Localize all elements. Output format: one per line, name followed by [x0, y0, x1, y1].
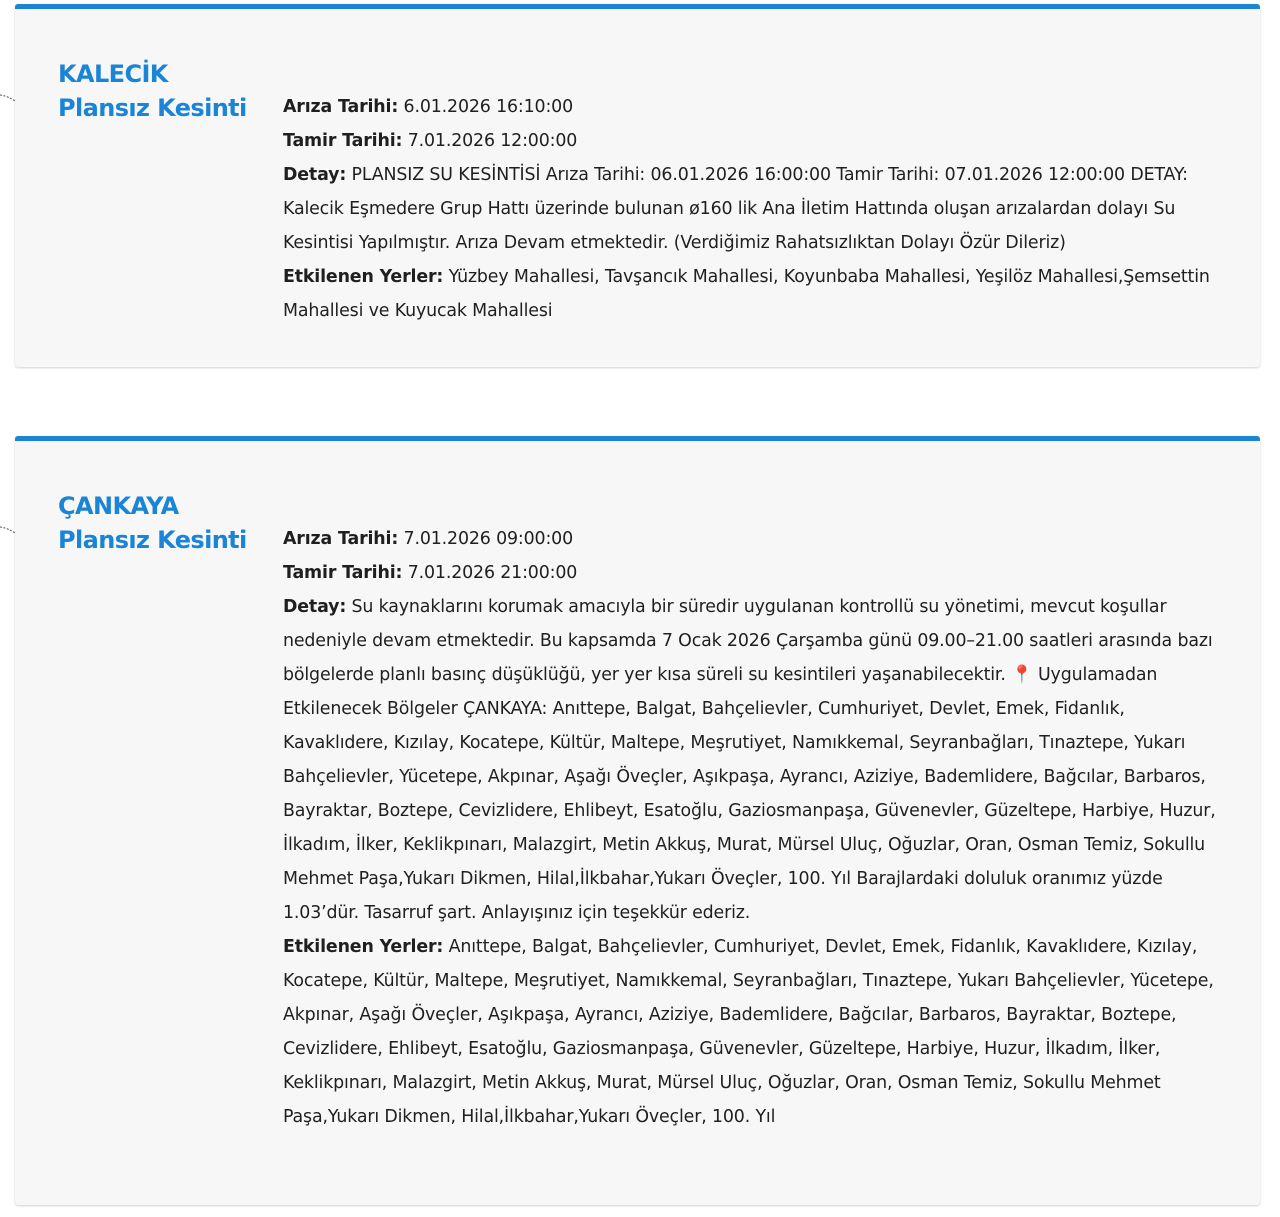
curve-mark-icon [0, 525, 16, 535]
affected-label: Etkilenen Yerler: [283, 937, 444, 957]
repair-date-value: 7.01.2026 12:00:00 [407, 131, 578, 151]
fault-date-row [283, 90, 1223, 124]
repair-date-row [283, 124, 1223, 158]
repair-date-row [283, 556, 1223, 590]
curve-mark-icon [0, 93, 16, 103]
outage-type: Plansız Kesinti [58, 526, 247, 554]
fault-date-value: 7.01.2026 09:00:00 [403, 529, 573, 549]
district-name: KALECİK [58, 60, 168, 88]
repair-date-label: Tamir Tarihi: [283, 563, 403, 583]
fault-date-label: Arıza Tarihi: [283, 529, 399, 549]
affected-row [283, 930, 1223, 1134]
detail-text: Su kaynaklarını korumak amacıyla bir süredir uygulanan kontrollü su yönetimi, mevcut koşullar nedeniyle devam etmektedir. Bu kapsamda 7 Ocak 2026 Çarşamba günü 09.00–21.00 saatleri arasında bazı bölgelerde planlı basınç düşüklüğü, yer yer kısa süreli su kesintileri yaşanabilecektir. 📍 Uygulamadan Etkilenecek Bölgeler ÇANKAYA: Anıttepe, Balgat, Bahçelievler, Cumhuriyet, Devlet, Emek, Fidanlık, Kavaklıdere, Kızılay, Kocatepe, Kültür, Maltepe, Meşrutiyet, Namıkkemal, Seyranbağları, Tınaztepe, Yukarı Bahçelievler, Yücetepe, Akpınar, Aşağı Öveçler, Aşıkpaşa, Ayrancı, Aziziye, Bademlidere, Bağcılar, Barbaros, Bayraktar, Boztepe, Cevizlidere, Ehlibeyt, Esatoğlu, Gaziosmanpaşa, Güvenevler, Güzeltepe, Harbiye, Huzur, İlkadım, İlker, Keklikpınarı, Malazgirt, Metin Akkuş, Murat, Mürsel Uluç, Oğuzlar, Oran, Osman Temiz, Sokullu Mehmet Paşa,Yukarı Dikmen, Hilal,İlkbahar,Yukarı Öveçler, 100. Yıl Barajlardaki doluluk oranımız yüzde 1.03’dür. Tasarruf şart. Anlayışınız için teşekkür ederiz. [283, 597, 1216, 923]
outage-card [15, 4, 1260, 367]
outage-details [283, 90, 1223, 328]
affected-label: Etkilenen Yerler: [283, 267, 444, 287]
affected-row [283, 260, 1223, 328]
fault-date-row [283, 522, 1223, 556]
district-name: ÇANKAYA [58, 492, 179, 520]
outage-type: Plansız Kesinti [58, 94, 247, 122]
detail-label: Detay: [283, 597, 347, 617]
repair-date-label: Tamir Tarihi: [283, 131, 403, 151]
detail-row [283, 590, 1223, 930]
outage-card [15, 436, 1260, 1205]
outage-heading [58, 489, 258, 557]
fault-date-value: 6.01.2026 16:10:00 [403, 97, 573, 117]
affected-text: Anıttepe, Balgat, Bahçelievler, Cumhuriyet, Devlet, Emek, Fidanlık, Kavaklıdere, Kızılay, Kocatepe, Kültür, Maltepe, Meşrutiyet, Namıkkemal, Seyranbağları, Tınaztepe, Yukarı Bahçelievler, Yücetepe, Akpınar, Aşağı Öveçler, Aşıkpaşa, Ayrancı, Aziziye, Bademlidere, Bağcılar, Barbaros, Bayraktar, Boztepe, Cevizlidere, Ehlibeyt, Esatoğlu, Gaziosmanpaşa, Güvenevler, Güzeltepe, Harbiye, Huzur, İlkadım, İlker, Keklikpınarı, Malazgirt, Metin Akkuş, Murat, Mürsel Uluç, Oğuzlar, Oran, Osman Temiz, Sokullu Mehmet Paşa,Yukarı Dikmen, Hilal,İlkbahar,Yukarı Öveçler, 100. Yıl [283, 937, 1214, 1127]
affected-text: Yüzbey Mahallesi, Tavşancık Mahallesi, Koyunbaba Mahallesi, Yeşilöz Mahallesi,Şemsettin Mahallesi ve Kuyucak Mahallesi [283, 267, 1210, 321]
detail-row [283, 158, 1223, 260]
detail-label: Detay: [283, 165, 347, 185]
fault-date-label: Arıza Tarihi: [283, 97, 399, 117]
outage-heading [58, 57, 258, 125]
outage-details [283, 522, 1223, 1134]
detail-text: PLANSIZ SU KESİNTİSİ Arıza Tarihi: 06.01.2026 16:00:00 Tamir Tarihi: 07.01.2026 12:00:00 DETAY: Kalecik Eşmedere Grup Hattı üzerinde bulunan ø160 lik Ana İletim Hattında oluşan arızalardan dolayı Su Kesintisi Yapılmıştır. Arıza Devam etmektedir. (Verdiğimiz Rahatsızlıktan Dolayı Özür Dileriz) [283, 165, 1188, 253]
repair-date-value: 7.01.2026 21:00:00 [407, 563, 578, 583]
